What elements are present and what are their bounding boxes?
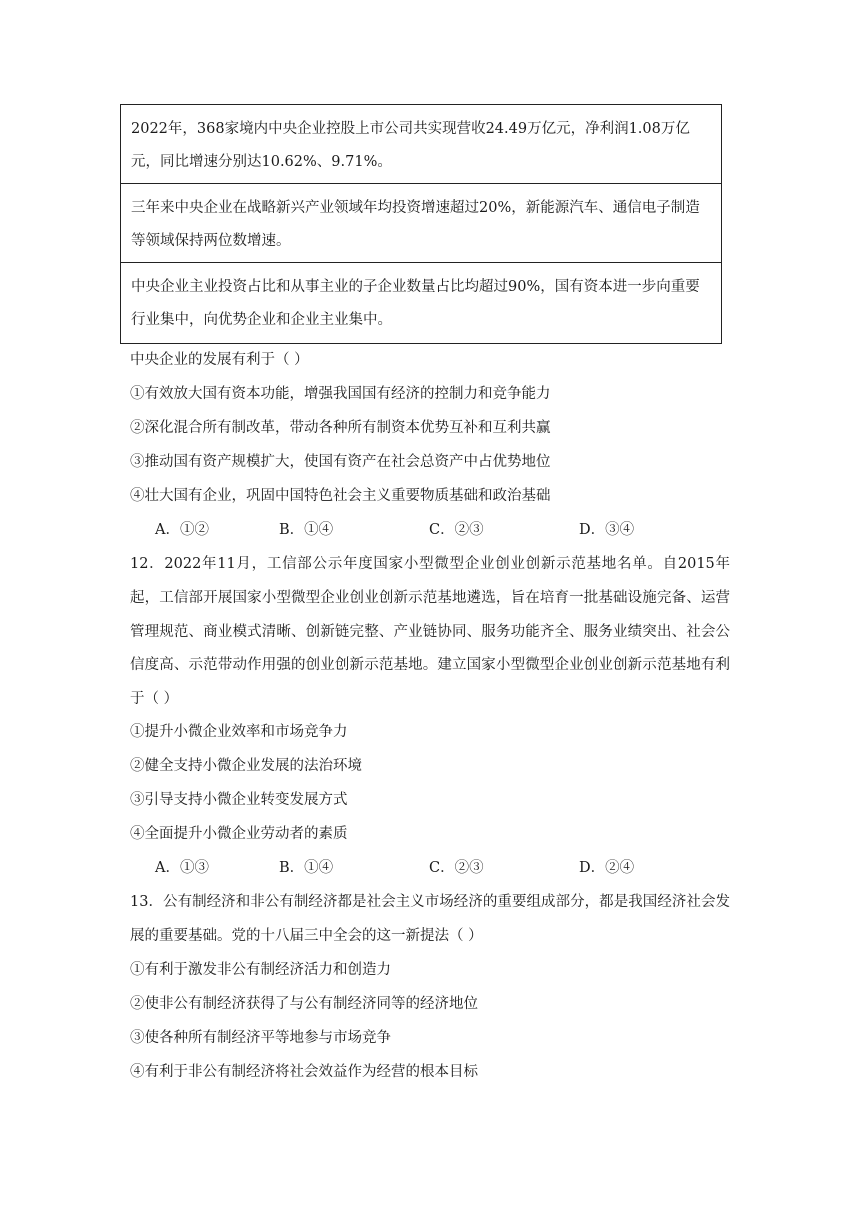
q12-option-d[interactable]: D．②④: [579, 860, 635, 876]
q12-statement-1: ①提升小微企业效率和市场竞争力: [130, 724, 348, 740]
q12-statement-3: ③引导支持小微企业转变发展方式: [130, 792, 348, 808]
q11-options: [155, 520, 755, 540]
material-row: 三年来中央企业在战略新兴产业领域年均投资增速超过20%，新能源汽车、通信电子制造等领域保持两位数增速。: [121, 184, 721, 263]
q13-statement-3: ③使各种所有制经济平等地参与市场竞争: [130, 1030, 391, 1046]
q12-statement-4: ④全面提升小微企业劳动者的素质: [130, 826, 348, 842]
q12-option-a[interactable]: A．①③: [155, 860, 209, 876]
q12-options: [155, 858, 755, 878]
q12-statement-2: ②健全支持小微企业发展的法治环境: [130, 758, 362, 774]
q11-option-d[interactable]: D．③④: [579, 522, 635, 538]
q12-option-b[interactable]: B．①④: [279, 860, 334, 876]
material-row: 中央企业主业投资占比和从事主业的子企业数量占比均超过90%，国有资本进一步向重要行业集中，向优势企业和企业主业集中。: [131, 279, 700, 328]
q11-stem: 中央企业的发展有利于（ ）: [130, 352, 309, 368]
q13-statement-2: ②使非公有制经济获得了与公有制经济同等的经济地位: [130, 996, 478, 1012]
q11-statement-3: ③推动国有资产规模扩大，使国有资产在社会总资产中占优势地位: [130, 454, 551, 470]
q11-option-c[interactable]: C．②③: [429, 522, 484, 538]
q11-statement-4: ④壮大国有企业，巩固中国特色社会主义重要物质基础和政治基础: [130, 488, 551, 504]
q13-statement-4: ④有利于非公有制经济将社会效益作为经营的根本目标: [130, 1064, 478, 1080]
q11-statement-2: ②深化混合所有制改革，带动各种所有制资本优势互补和互利共赢: [130, 420, 551, 436]
q11-option-a[interactable]: A．①②: [155, 522, 209, 538]
q13-statement-1: ①有利于激发非公有制经济活力和创造力: [130, 962, 391, 978]
q11-option-b[interactable]: B．①④: [279, 522, 334, 538]
q11-statement-1: ①有效放大国有资本功能，增强我国国有经济的控制力和竞争能力: [130, 386, 551, 402]
q12-stem: 12．2022年11月，工信部公示年度国家小型微型企业创业创新示范基地名单。自2015年起，工信部开展国家小型微型企业创业创新示范基地遴选，旨在培育一批基础设施完备、运营管理规范、商业模式清晰、创新链完整、产业链协同、服务功能齐全、服务业绩突出、社会公信度高、示范带动作用强的创业创新示范基地。建立国家小型微型企业创业创新示范基地有利于（ ）: [130, 556, 730, 708]
q13-stem: 13．公有制经济和非公有制经济都是社会主义市场经济的重要组成部分，都是我国经济社会发展的重要基础。党的十八届三中全会的这一新提法（ ）: [130, 894, 730, 944]
material-row: 2022年，368家境内中央企业控股上市公司共实现营收24.49万亿元，净利润1.08万亿元，同比增速分别达10.62%、9.71%。: [121, 105, 721, 184]
material-table: [120, 104, 722, 344]
q12-option-c[interactable]: C．②③: [429, 860, 484, 876]
